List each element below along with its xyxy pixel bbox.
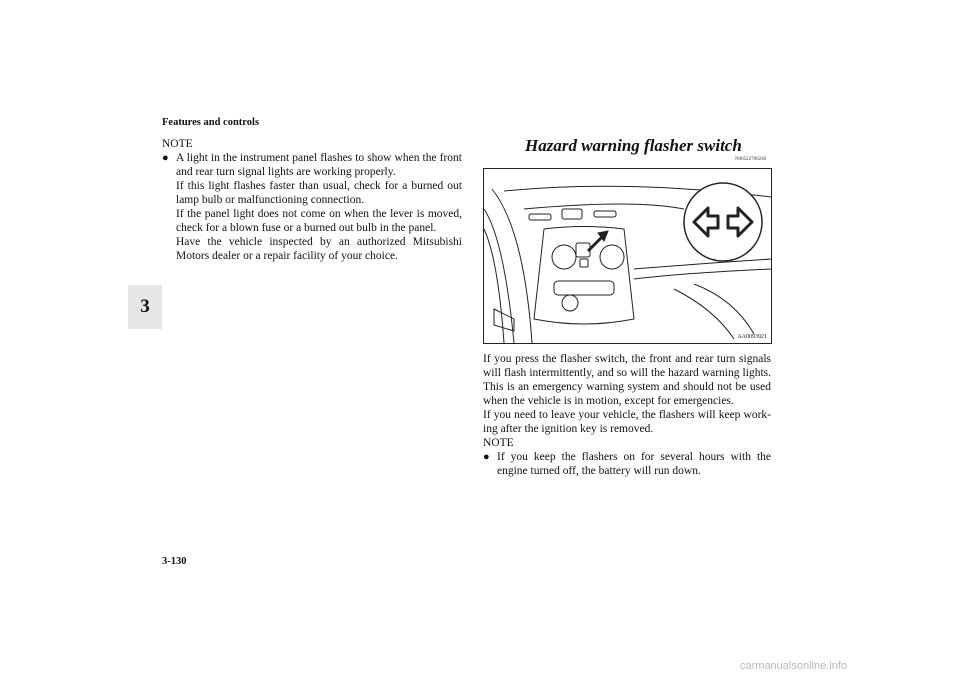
body-paragraph: If you press the flasher switch, the front and rear turn signals will flash intermittently, and so will the hazard warning lights. This is an emergency warning system and should not be used when the vehicle is in motion, except for emergencies.: [483, 353, 771, 407]
bullet-icon: ●: [162, 152, 169, 164]
note-bullet-item: [483, 450, 771, 478]
body-paragraph: If you need to leave your vehicle, the flashers will keep work-ing after the ignition key is removed.: [483, 409, 771, 435]
note-line: If this light flashes faster than usual, check for a burned out lamp bulb or malfunctioning connection.: [176, 180, 462, 206]
note-line: A light in the instrument panel flashes to show when the front and rear turn signal lights are working properly.: [176, 152, 462, 178]
note-bullet-item: [162, 151, 462, 263]
chapter-tab: 3: [128, 285, 162, 329]
bullet-icon: ●: [483, 451, 490, 463]
section-code: N00522700246: [735, 157, 767, 162]
page-number: 3-130: [162, 556, 187, 567]
note-body: If you keep the flashers on for several hours with the engine turned off, the battery will run down.: [497, 451, 771, 477]
section-header: Features and controls: [162, 117, 260, 128]
note-label: NOTE: [483, 437, 514, 449]
dashboard-illustration: [483, 168, 772, 344]
note-label: NOTE: [162, 138, 193, 150]
figure-code: AA0093921: [737, 334, 767, 340]
section-title: Hazard warning flasher switch: [525, 136, 742, 155]
note-line: If the panel light does not come on when the lever is moved, check for a blown fuse or a burned out bulb in the panel.: [176, 208, 462, 234]
note-body: [176, 151, 462, 263]
note-line: Have the vehicle inspected by an authorized Mitsubishi Motors dealer or a repair facility of your choice.: [176, 236, 462, 262]
left-note: [162, 137, 462, 263]
footer-watermark: carmanualsonline.info: [740, 660, 848, 672]
hazard-arrows-icon: [682, 181, 764, 263]
body-text: [483, 352, 771, 478]
